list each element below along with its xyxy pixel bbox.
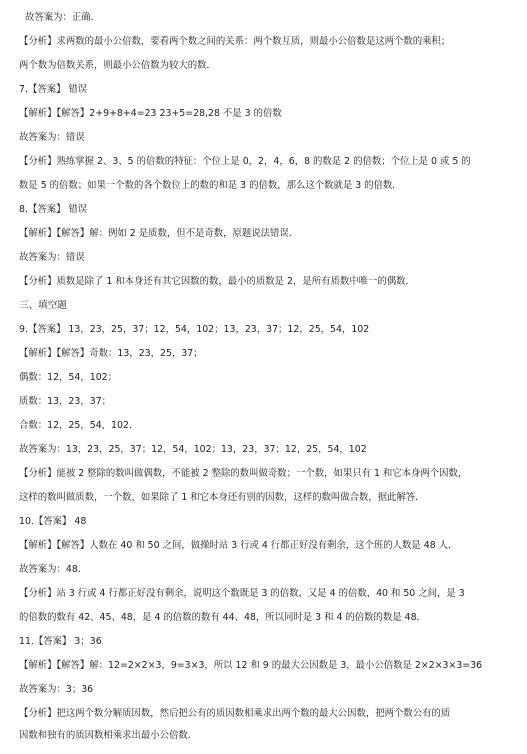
text-line: 【解析】【解答】解：例如 2 是质数，但不是奇数，原题说法错误．	[19, 228, 299, 239]
text-line: 【分析】质数是除了 1 和本身还有其它因数的数，最小的质数是 2，是所有质数中唯一的偶数．	[19, 276, 415, 287]
text-line: 故答案为：正确．	[25, 12, 101, 23]
section-heading: 三、填空题	[19, 300, 67, 311]
text-line: 的倍数的数有 42、45、48，是 4 的倍数的数有 44、48，所以同时是 3 和 4 的倍数的数是 48．	[19, 612, 426, 623]
text-line: 故答案为：错误	[19, 132, 85, 143]
text-line: 【解析】【解答】2+9+8+4=23 23+5=28,28 不是 3 的倍数	[19, 108, 282, 119]
text-line: 11.【答案】 3；36	[19, 636, 102, 647]
text-line: 数是 5 的倍数；如果一个数的各个数位上的数的和是 3 的倍数，那么这个数就是 3 的倍数．	[19, 180, 402, 191]
text-line: 【解析】【解答】解：12=2×2×3，9=3×3，所以 12 和 9 的最大公因数是 3，最小公倍数是 2×2×3×3=36	[19, 660, 483, 671]
text-line: 故答案为：3；36	[19, 684, 94, 695]
text-line: 8.【答案】 错误	[19, 204, 88, 215]
text-line: 质数：13，23，37；	[19, 396, 112, 407]
text-line: 故答案为：13，23，25，37；12，54，102；13，23，37；12，25，54，102	[19, 444, 367, 455]
text-line: 【分析】能被 2 整除的数叫做偶数，不能被 2 整除的数叫做奇数；一个数，如果只有 1 和它本身两个因数，	[19, 468, 468, 479]
text-line: 【分析】熟练掌握 2、3、5 的倍数的特征：个位上是 0，2，4，6，8 的数是 2 的倍数；个位上是 0 或 5 的	[19, 156, 471, 167]
text-line: 因数和独有的质因数相乘求出最小公倍数．	[19, 730, 198, 741]
text-line: 故答案为：48．	[19, 564, 88, 575]
text-line: 【分析】站 3 行或 4 行都正好没有剩余，说明这个数既是 3 的倍数，又是 4 的倍数，40 和 50 之间，是 3	[19, 588, 465, 599]
text-line: 7.【答案】 错误	[19, 84, 88, 95]
text-line: 9.【答案】 13，23，25，37；12，54，102；13，23，37；12，25，54，102	[19, 324, 370, 335]
text-line: 【解析】【解答】奇数：13，23，25，37；	[19, 348, 203, 359]
text-line: 故答案为：错误	[19, 252, 85, 263]
text-line: 这样的数叫做质数，一个数，如果除了 1 和它本身还有别的因数，这样的数叫做合数，据此解答．	[19, 492, 425, 503]
text-line: 【分析】把这两个数分解质因数，然后把公有的质因数相乘求出两个数的最大公因数，把两个数公有的质	[19, 708, 451, 719]
text-line: 10.【答案】 48	[19, 516, 87, 527]
text-line: 偶数：12，54，102；	[19, 372, 118, 383]
text-line: 【解析】【解答】人数在 40 和 50 之间，做操时站 3 行或 4 行都正好没有剩余，这个班的人数是 48 人．	[19, 540, 458, 551]
text-line: 【分析】求两数的最小公倍数，要看两个数之间的关系：两个数互质，则最小公倍数是这两个数的乘积；	[19, 36, 451, 47]
text-line: 合数：12，25，54，102.	[19, 420, 132, 431]
text-line: 两个数为倍数关系，则最小公倍数为较大的数．	[19, 60, 216, 71]
